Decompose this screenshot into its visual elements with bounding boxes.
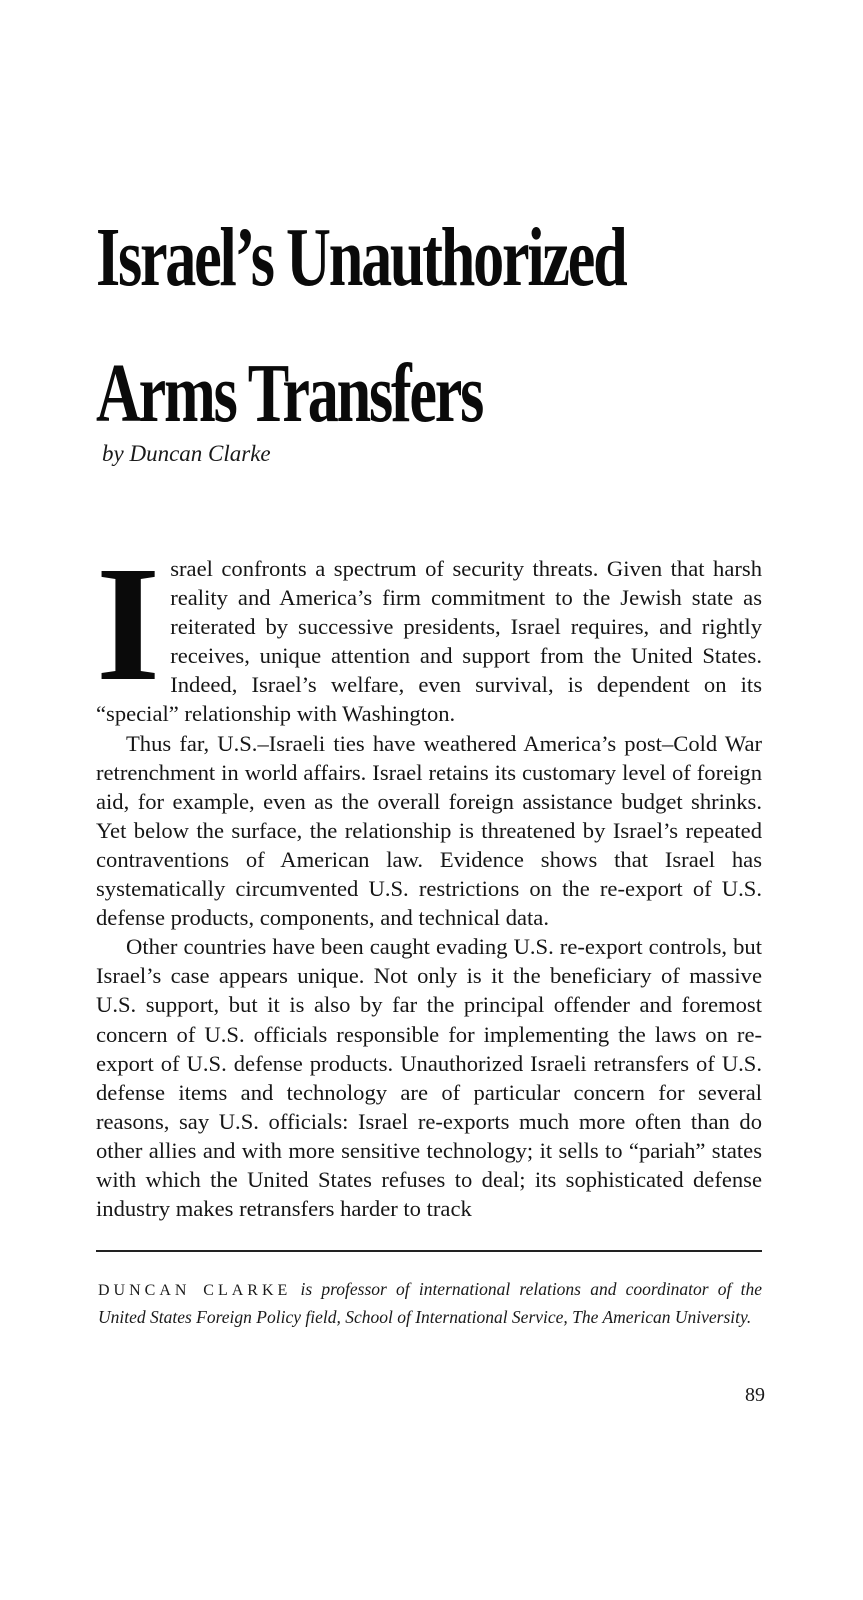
footnote-author-name: DUNCAN CLARKE	[98, 1282, 292, 1299]
title-line-2: Arms Transfers	[96, 347, 483, 440]
drop-cap: I	[96, 532, 161, 715]
paragraph-2: Thus far, U.S.–Israeli ties have weathered America’s post–Cold War retrenchment in world affairs. Israel retains its customary level of foreign aid, for example, even as the overall foreign assistance budget shrinks. Yet below the surface, the relationship is threatened by Israel’s repeated contraventions of American law. Evidence shows that Israel has systematically circumvented U.S. restrictions on the re-export of U.S. defense products, components, and technical data.	[96, 730, 762, 931]
byline: by Duncan Clarke	[102, 441, 271, 466]
article-title	[96, 190, 626, 462]
page-number: 89	[745, 1384, 765, 1406]
article-body	[96, 532, 762, 1223]
paragraph-1-text: srael confronts a spectrum of security threats. Given that harsh reality and America’s firm commitment to the Jewish state as reiterated by successive presidents, Israel requires, and rightly receives, unique attention and support from the United States. Indeed, Israel’s welfare, even survival, is dependent on its “special” relationship with Washington.	[96, 556, 762, 727]
title-line-1: Israel’s Unauthorized	[96, 211, 626, 304]
footnote-text: is professor of international relations and coordinator of the United States Foreign Policy field, School of International Service, The American University.	[98, 1279, 762, 1327]
author-footnote	[98, 1276, 762, 1330]
paragraph-3: Other countries have been caught evading U.S. re-export controls, but Israel’s case appears unique. Not only is it the beneficiary of massive U.S. support, but it is also by far the principal offender and foremost concern of U.S. officials responsible for implementing the laws on re-export of U.S. defense products. Unauthorized Israeli retransfers of U.S. defense items and technology are of particular concern for several reasons, say U.S. officials: Israel re-exports much more often than do other allies and with more sensitive technology; it sells to “pariah” states with which the United States refuses to deal; its sophisticated defense industry makes retransfers harder to track	[96, 934, 762, 1222]
paragraph-1	[96, 532, 762, 729]
footnote-divider	[96, 1250, 762, 1252]
